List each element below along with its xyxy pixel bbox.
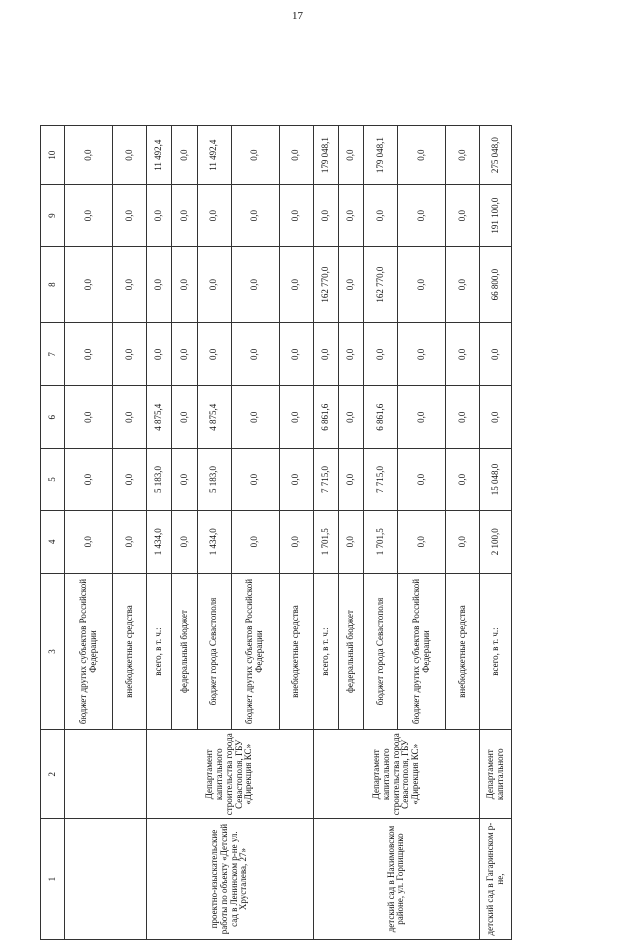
table-row (480, 126, 512, 940)
value-cell: 15 048,0 (480, 449, 512, 511)
value-cell: 6 861,6 (364, 386, 398, 449)
value-cell: 0,0 (279, 323, 313, 386)
value-cell: 0,0 (446, 126, 480, 185)
value-cell: 66 800,0 (480, 246, 512, 322)
source-cell: бюджет других субъектов Российской Федерации (65, 573, 113, 730)
value-cell: 0,0 (65, 510, 113, 573)
value-cell: 0,0 (338, 323, 363, 386)
value-cell: 0,0 (146, 323, 171, 386)
value-cell: 2 100,0 (480, 510, 512, 573)
value-cell: 0,0 (113, 126, 147, 185)
value-cell: 0,0 (172, 449, 197, 511)
value-cell: 0,0 (146, 185, 171, 247)
value-cell: 0,0 (172, 386, 197, 449)
executor-cell (65, 730, 147, 819)
value-cell: 162 770,0 (313, 246, 338, 322)
source-cell: бюджет других субъектов Российской Федерации (231, 573, 279, 730)
table-row (313, 126, 338, 940)
value-cell: 11 492,4 (197, 126, 231, 185)
value-cell: 0,0 (446, 185, 480, 247)
column-number-row (41, 126, 65, 940)
value-cell: 0,0 (338, 386, 363, 449)
column-number: 6 (41, 386, 65, 449)
value-cell: 191 100,0 (480, 185, 512, 247)
value-cell: 0,0 (364, 185, 398, 247)
value-cell: 0,0 (313, 185, 338, 247)
value-cell: 11 492,4 (146, 126, 171, 185)
value-cell: 5 183,0 (197, 449, 231, 511)
value-cell: 7 715,0 (364, 449, 398, 511)
source-cell: федеральный бюджет (338, 573, 363, 730)
column-number: 5 (41, 449, 65, 511)
value-cell: 0,0 (113, 246, 147, 322)
value-cell: 0,0 (172, 246, 197, 322)
value-cell: 0,0 (338, 449, 363, 511)
value-cell: 4 875,4 (146, 386, 171, 449)
value-cell: 0,0 (279, 126, 313, 185)
value-cell: 0,0 (113, 386, 147, 449)
value-cell: 0,0 (197, 323, 231, 386)
value-cell: 0,0 (446, 323, 480, 386)
value-cell: 0,0 (65, 185, 113, 247)
value-cell: 0,0 (480, 386, 512, 449)
value-cell: 0,0 (65, 126, 113, 185)
value-cell: 179 048,1 (313, 126, 338, 185)
value-cell: 0,0 (279, 449, 313, 511)
source-cell: федеральный бюджет (172, 573, 197, 730)
column-number: 3 (41, 573, 65, 730)
value-cell: 0,0 (172, 323, 197, 386)
value-cell: 0,0 (398, 246, 446, 322)
value-cell: 0,0 (398, 510, 446, 573)
value-cell: 6 861,6 (313, 386, 338, 449)
value-cell: 179 048,1 (364, 126, 398, 185)
source-cell: внебюджетные средства (446, 573, 480, 730)
source-cell: бюджет города Севастополя (364, 573, 398, 730)
value-cell: 0,0 (231, 386, 279, 449)
value-cell: 0,0 (197, 185, 231, 247)
source-cell: бюджет города Севастополя (197, 573, 231, 730)
object-name: проектно-изыскательские работы по объекту «Детский сад в Ленинском р-не ул. Хрусталева, 27» (146, 819, 313, 940)
value-cell: 0,0 (113, 323, 147, 386)
value-cell: 0,0 (398, 386, 446, 449)
table-row (146, 126, 171, 940)
column-number: 1 (41, 819, 65, 940)
value-cell: 0,0 (279, 185, 313, 247)
value-cell: 1 434,0 (197, 510, 231, 573)
value-cell: 0,0 (398, 185, 446, 247)
source-cell: внебюджетные средства (113, 573, 147, 730)
financing-table (40, 125, 512, 940)
value-cell: 0,0 (146, 246, 171, 322)
value-cell: 0,0 (480, 323, 512, 386)
source-cell: всего, в т. ч.: (313, 573, 338, 730)
value-cell: 0,0 (338, 510, 363, 573)
value-cell: 7 715,0 (313, 449, 338, 511)
value-cell: 0,0 (398, 323, 446, 386)
value-cell: 0,0 (446, 510, 480, 573)
value-cell: 4 875,4 (197, 386, 231, 449)
value-cell: 1 701,5 (364, 510, 398, 573)
value-cell: 275 048,0 (480, 126, 512, 185)
value-cell: 0,0 (446, 386, 480, 449)
value-cell: 1 434,0 (146, 510, 171, 573)
value-cell: 0,0 (113, 449, 147, 511)
value-cell: 0,0 (231, 449, 279, 511)
source-cell: бюджет других субъектов Российской Федерации (398, 573, 446, 730)
page-number: 17 (292, 10, 303, 22)
executor-name: Департамент капитального строительства города Севастополя, ГБУ «Дирекция КС» (313, 730, 480, 819)
value-cell: 0,0 (231, 126, 279, 185)
object-cell (65, 819, 147, 940)
value-cell: 0,0 (197, 246, 231, 322)
column-number: 2 (41, 730, 65, 819)
value-cell: 0,0 (172, 185, 197, 247)
value-cell: 0,0 (313, 323, 338, 386)
value-cell: 0,0 (446, 246, 480, 322)
column-number: 9 (41, 185, 65, 247)
value-cell: 0,0 (338, 126, 363, 185)
source-cell: всего, в т. ч.: (480, 573, 512, 730)
value-cell: 1 701,5 (313, 510, 338, 573)
value-cell: 0,0 (65, 246, 113, 322)
value-cell: 0,0 (231, 246, 279, 322)
object-name: детский сад в Нахимовском районе, ул. Горпищенко (313, 819, 480, 940)
value-cell: 0,0 (65, 323, 113, 386)
value-cell: 0,0 (113, 185, 147, 247)
value-cell: 0,0 (279, 510, 313, 573)
value-cell: 0,0 (398, 126, 446, 185)
object-name: детский сад в Гагаринском р-не, (480, 819, 512, 940)
value-cell: 0,0 (338, 246, 363, 322)
value-cell: 0,0 (113, 510, 147, 573)
column-number: 7 (41, 323, 65, 386)
executor-name: Департамент капитального строительства города Севастополя, ГБУ «Дирекция КС» (146, 730, 313, 819)
value-cell: 5 183,0 (146, 449, 171, 511)
value-cell: 0,0 (172, 510, 197, 573)
source-cell: внебюджетные средства (279, 573, 313, 730)
value-cell: 0,0 (398, 449, 446, 511)
value-cell: 0,0 (231, 185, 279, 247)
column-number: 4 (41, 510, 65, 573)
value-cell: 162 770,0 (364, 246, 398, 322)
executor-name: Департамент капитального (480, 730, 512, 819)
value-cell: 0,0 (446, 449, 480, 511)
value-cell: 0,0 (338, 185, 363, 247)
value-cell: 0,0 (279, 246, 313, 322)
column-number: 8 (41, 246, 65, 322)
value-cell: 0,0 (364, 323, 398, 386)
value-cell: 0,0 (279, 386, 313, 449)
table-row (65, 126, 113, 940)
value-cell: 0,0 (172, 126, 197, 185)
value-cell: 0,0 (65, 449, 113, 511)
value-cell: 0,0 (65, 386, 113, 449)
source-cell: всего, в т. ч.: (146, 573, 171, 730)
value-cell: 0,0 (231, 510, 279, 573)
value-cell: 0,0 (231, 323, 279, 386)
column-number: 10 (41, 126, 65, 185)
